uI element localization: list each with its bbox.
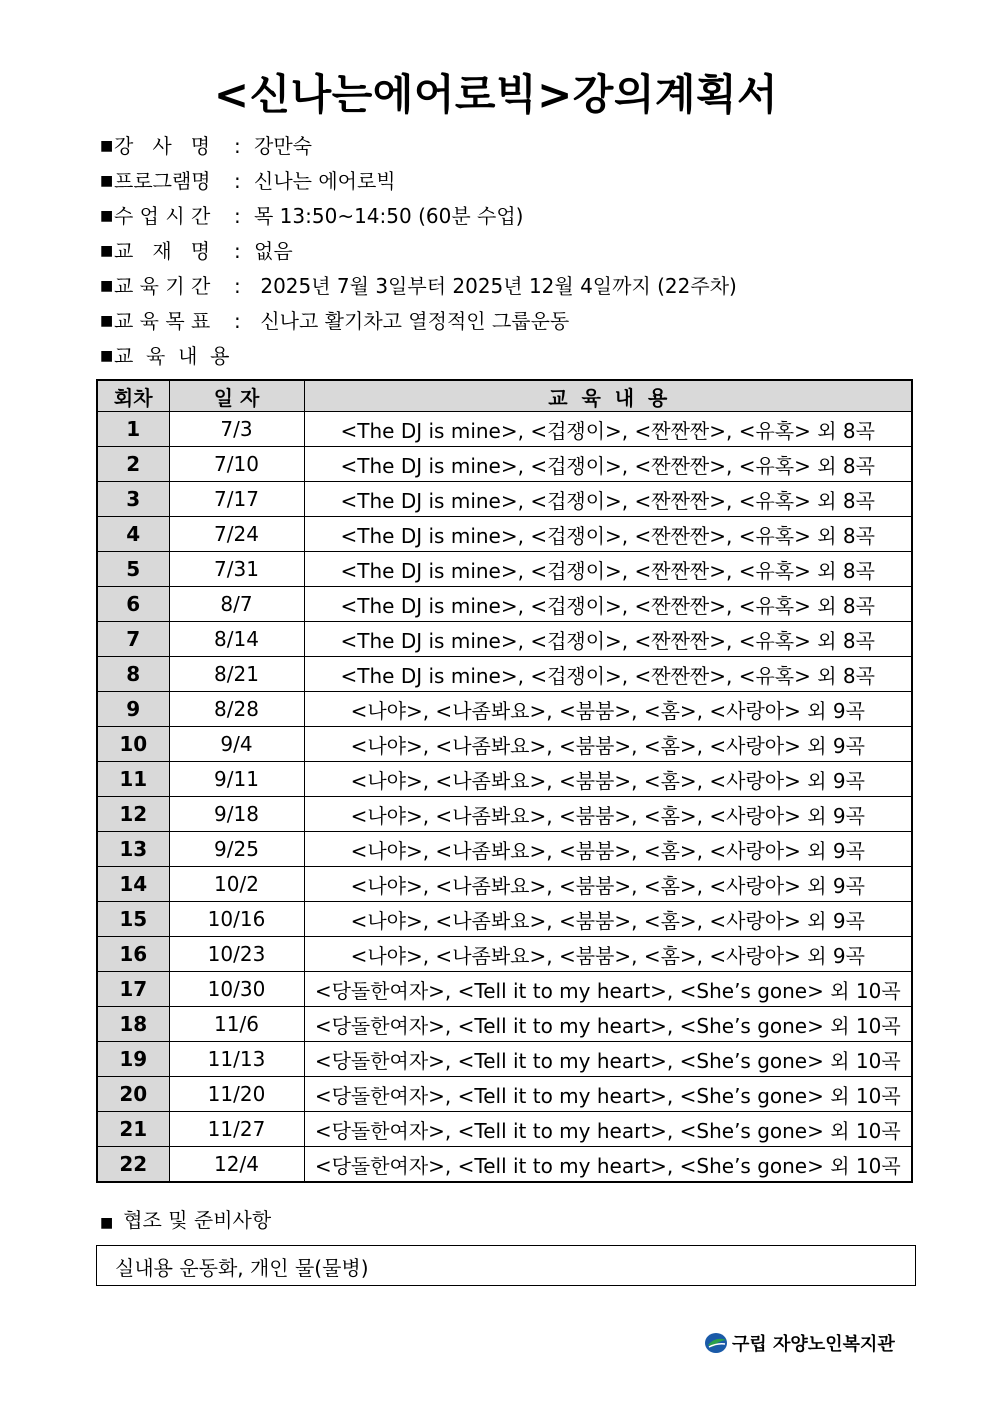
session-number: 15 xyxy=(97,902,169,937)
session-date: 11/20 xyxy=(169,1077,304,1112)
table-row xyxy=(97,1077,912,1112)
session-number: 5 xyxy=(97,552,169,587)
table-row xyxy=(97,797,912,832)
page-title: <신나는에어로빅>강의계획서 xyxy=(213,70,779,119)
session-number: 3 xyxy=(97,482,169,517)
info-colon: : xyxy=(234,204,241,228)
session-content: <나야>, <나좀봐요>, <붐붐>, <홈>, <사랑아> 외 9곡 xyxy=(304,902,912,937)
table-row xyxy=(97,692,912,727)
session-number: 22 xyxy=(97,1147,169,1183)
session-number: 10 xyxy=(97,727,169,762)
session-content: <나야>, <나좀봐요>, <붐붐>, <홈>, <사랑아> 외 9곡 xyxy=(304,762,912,797)
info-label: 교 육 내 용 xyxy=(114,344,230,368)
session-date: 7/31 xyxy=(169,552,304,587)
session-number: 17 xyxy=(97,972,169,1007)
session-number: 18 xyxy=(97,1007,169,1042)
prep-box xyxy=(96,1245,916,1286)
session-content: <당돌한여자>, <Tell it to my heart>, <She’s gone> 외 10곡 xyxy=(304,1042,912,1077)
session-content: <나야>, <나좀봐요>, <붐붐>, <홈>, <사랑아> 외 9곡 xyxy=(304,692,912,727)
session-content: <당돌한여자>, <Tell it to my heart>, <She’s gone> 외 10곡 xyxy=(304,972,912,1007)
session-date: 10/23 xyxy=(169,937,304,972)
session-date: 8/21 xyxy=(169,657,304,692)
lecture-plan-table xyxy=(96,379,913,1183)
info-label: 교 육 목 표 xyxy=(114,309,211,333)
info-row xyxy=(100,202,920,237)
bullet-icon: ■ xyxy=(100,173,114,189)
table-row xyxy=(97,1007,912,1042)
session-number: 8 xyxy=(97,657,169,692)
session-number: 14 xyxy=(97,867,169,902)
session-number: 13 xyxy=(97,832,169,867)
table-row xyxy=(97,902,912,937)
session-content: <당돌한여자>, <Tell it to my heart>, <She’s gone> 외 10곡 xyxy=(304,1112,912,1147)
bullet-icon: ■ xyxy=(100,208,114,224)
header-date: 일 자 xyxy=(169,380,304,412)
table-row xyxy=(97,517,912,552)
session-number: 6 xyxy=(97,587,169,622)
info-label: 수 업 시 간 xyxy=(114,204,211,228)
session-number: 9 xyxy=(97,692,169,727)
table-row xyxy=(97,447,912,482)
info-label: 프로그램명 xyxy=(114,169,211,193)
session-date: 11/27 xyxy=(169,1112,304,1147)
session-content: <The DJ is mine>, <겁쟁이>, <짠짠짠>, <유혹> 외 8곡 xyxy=(304,587,912,622)
session-content: <나야>, <나좀봐요>, <붐붐>, <홈>, <사랑아> 외 9곡 xyxy=(304,797,912,832)
info-label: 교 육 기 간 xyxy=(114,274,211,298)
session-content: <The DJ is mine>, <겁쟁이>, <짠짠짠>, <유혹> 외 8곡 xyxy=(304,482,912,517)
session-date: 11/6 xyxy=(169,1007,304,1042)
session-date: 12/4 xyxy=(169,1147,304,1183)
table-row xyxy=(97,657,912,692)
session-date: 8/28 xyxy=(169,692,304,727)
info-colon: : xyxy=(234,134,241,158)
table-row xyxy=(97,1042,912,1077)
info-colon: : xyxy=(234,309,241,333)
session-content: <The DJ is mine>, <겁쟁이>, <짠짠짠>, <유혹> 외 8곡 xyxy=(304,552,912,587)
info-row xyxy=(100,237,920,272)
bullet-icon: ■ xyxy=(100,348,114,364)
session-date: 11/13 xyxy=(169,1042,304,1077)
table-row xyxy=(97,762,912,797)
session-date: 10/2 xyxy=(169,867,304,902)
info-row xyxy=(100,272,920,307)
session-number: 20 xyxy=(97,1077,169,1112)
session-content: <당돌한여자>, <Tell it to my heart>, <She’s gone> 외 10곡 xyxy=(304,1077,912,1112)
session-number: 21 xyxy=(97,1112,169,1147)
session-date: 9/11 xyxy=(169,762,304,797)
info-row xyxy=(100,132,920,167)
session-content: <당돌한여자>, <Tell it to my heart>, <She’s gone> 외 10곡 xyxy=(304,1007,912,1042)
session-content: <The DJ is mine>, <겁쟁이>, <짠짠짠>, <유혹> 외 8곡 xyxy=(304,517,912,552)
table-row xyxy=(97,972,912,1007)
session-date: 7/24 xyxy=(169,517,304,552)
session-number: 16 xyxy=(97,937,169,972)
session-date: 9/25 xyxy=(169,832,304,867)
session-number: 19 xyxy=(97,1042,169,1077)
session-content: <나야>, <나좀봐요>, <붐붐>, <홈>, <사랑아> 외 9곡 xyxy=(304,832,912,867)
table-row xyxy=(97,482,912,517)
session-date: 10/16 xyxy=(169,902,304,937)
info-value: 없음 xyxy=(254,239,293,263)
bullet-icon: ■ xyxy=(100,278,114,294)
table-row xyxy=(97,412,912,447)
session-content: <The DJ is mine>, <겁쟁이>, <짠짠짠>, <유혹> 외 8곡 xyxy=(304,657,912,692)
session-content: <나야>, <나좀봐요>, <붐붐>, <홈>, <사랑아> 외 9곡 xyxy=(304,867,912,902)
table-row xyxy=(97,552,912,587)
table-row xyxy=(97,867,912,902)
info-colon: : xyxy=(234,239,241,263)
bullet-icon: ■ xyxy=(100,1215,114,1231)
header-content: 교 육 내 용 xyxy=(304,380,912,412)
info-value: 2025년 7월 3일부터 2025년 12월 4일까지 (22주차) xyxy=(254,274,737,298)
table-header-row xyxy=(97,380,912,412)
footer xyxy=(704,1330,895,1356)
welfare-center-logo-icon xyxy=(704,1332,730,1354)
table-row xyxy=(97,622,912,657)
session-number: 12 xyxy=(97,797,169,832)
info-label: 강 사 명 xyxy=(114,134,211,158)
session-content: <당돌한여자>, <Tell it to my heart>, <She’s gone> 외 10곡 xyxy=(304,1147,912,1183)
bullet-icon: ■ xyxy=(100,313,114,329)
info-value: 강만숙 xyxy=(254,134,312,158)
session-date: 9/4 xyxy=(169,727,304,762)
session-date: 9/18 xyxy=(169,797,304,832)
session-date: 7/3 xyxy=(169,412,304,447)
table-row xyxy=(97,832,912,867)
bullet-icon: ■ xyxy=(100,243,114,259)
prep-content: 실내용 운동화, 개인 물(물병) xyxy=(115,1256,369,1280)
session-date: 8/14 xyxy=(169,622,304,657)
info-colon: : xyxy=(234,169,241,193)
table-row xyxy=(97,587,912,622)
info-value: 신나고 활기차고 열정적인 그룹운동 xyxy=(254,309,570,333)
session-date: 8/7 xyxy=(169,587,304,622)
session-date: 7/17 xyxy=(169,482,304,517)
info-label: 교 재 명 xyxy=(114,239,211,263)
prep-heading xyxy=(100,1206,271,1237)
session-number: 2 xyxy=(97,447,169,482)
info-row xyxy=(100,307,920,342)
info-row xyxy=(100,342,920,377)
session-content: <The DJ is mine>, <겁쟁이>, <짠짠짠>, <유혹> 외 8곡 xyxy=(304,412,912,447)
header-session: 회차 xyxy=(97,380,169,412)
info-section xyxy=(100,132,920,377)
session-number: 4 xyxy=(97,517,169,552)
session-content: <나야>, <나좀봐요>, <붐붐>, <홈>, <사랑아> 외 9곡 xyxy=(304,727,912,762)
session-number: 7 xyxy=(97,622,169,657)
session-date: 10/30 xyxy=(169,972,304,1007)
table-row xyxy=(97,937,912,972)
info-colon: : xyxy=(234,274,241,298)
table-row xyxy=(97,727,912,762)
session-content: <The DJ is mine>, <겁쟁이>, <짠짠짠>, <유혹> 외 8곡 xyxy=(304,447,912,482)
session-content: <나야>, <나좀봐요>, <붐붐>, <홈>, <사랑아> 외 9곡 xyxy=(304,937,912,972)
info-value: 신나는 에어로빅 xyxy=(254,169,396,193)
session-date: 7/10 xyxy=(169,447,304,482)
info-row xyxy=(100,167,920,202)
session-number: 11 xyxy=(97,762,169,797)
session-number: 1 xyxy=(97,412,169,447)
info-value: 목 13:50~14:50 (60분 수업) xyxy=(254,204,524,228)
bullet-icon: ■ xyxy=(100,138,114,154)
table-row xyxy=(97,1112,912,1147)
prep-title: 협조 및 준비사항 xyxy=(123,1208,272,1232)
org-name: 구립 자양노인복지관 xyxy=(732,1334,895,1355)
table-row xyxy=(97,1147,912,1183)
session-content: <The DJ is mine>, <겁쟁이>, <짠짠짠>, <유혹> 외 8곡 xyxy=(304,622,912,657)
